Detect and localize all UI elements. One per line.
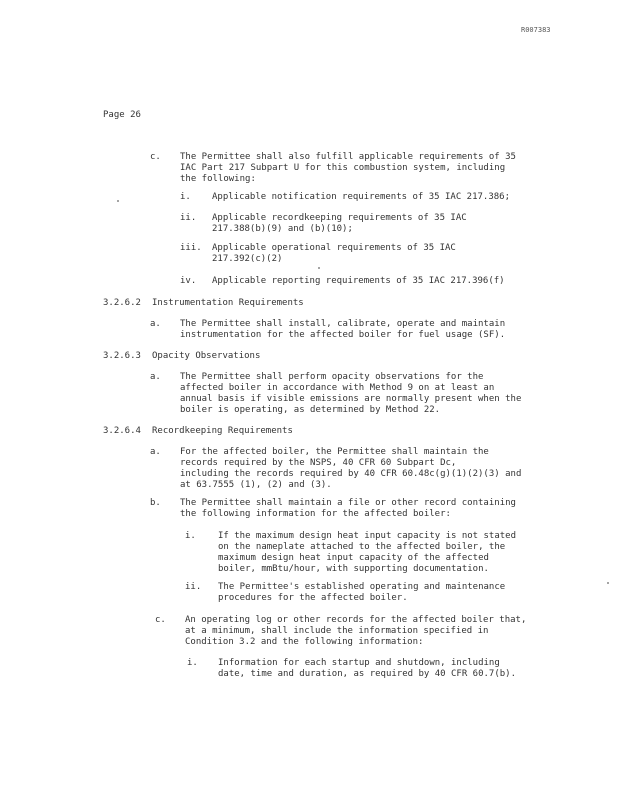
- section-3264-b-letter: b.: [150, 498, 161, 508]
- section-3264-b-ii-line2: procedures for the affected boiler.: [218, 593, 408, 603]
- item-c-iv-line1: Applicable reporting requirements of 35 IAC 217.396(f): [212, 276, 505, 286]
- item-c-line3: the following:: [180, 174, 256, 184]
- section-3264-c-i-line1: Information for each startup and shutdown, including: [218, 658, 500, 668]
- section-3262-number: 3.2.6.2: [103, 298, 141, 308]
- section-3262-a-line1: The Permittee shall install, calibrate, operate and maintain: [180, 319, 506, 329]
- section-3264-b-i-num: i.: [185, 531, 196, 541]
- item-c-iii-num: iii.: [180, 243, 202, 253]
- section-3264-a-line1: For the affected boiler, the Permittee shall maintain the: [180, 447, 489, 457]
- item-c-ii-num: ii.: [180, 213, 197, 223]
- section-3264-a-line2: records required by the NSPS, 40 CFR 60 Subpart Dc,: [180, 458, 457, 468]
- page-label: Page 26: [103, 110, 141, 120]
- item-c-line2: IAC Part 217 Subpart U for this combustion system, including: [180, 163, 506, 173]
- item-c-i-num: i.: [180, 192, 191, 202]
- section-3264-a-letter: a.: [150, 447, 161, 457]
- section-3263-number: 3.2.6.3: [103, 351, 141, 361]
- section-3263-a-line1: The Permittee shall perform opacity observations for the: [180, 372, 484, 382]
- section-3262-a-line2: instrumentation for the affected boiler for fuel usage (SF).: [180, 330, 506, 340]
- section-3264-b-i-line4: boiler, mmBtu/hour, with supporting documentation.: [218, 564, 489, 574]
- section-3264-b-ii-line1: The Permittee's established operating and maintenance: [218, 582, 506, 592]
- section-3263-a-line3: annual basis if visible emissions are normally present when the: [180, 394, 522, 404]
- scan-speck: [607, 582, 609, 584]
- section-3264-a-line4: at 63.7555 (1), (2) and (3).: [180, 480, 332, 490]
- section-3264-c-line2: at a minimum, shall include the information specified in: [185, 626, 489, 636]
- section-3264-b-line1: The Permittee shall maintain a file or other record containing: [180, 498, 516, 508]
- item-c-ii-line1: Applicable recordkeeping requirements of 35 IAC: [212, 213, 467, 223]
- item-c-letter: c.: [150, 152, 161, 162]
- section-3263-a-line2: affected boiler in accordance with Method 9 on at least an: [180, 383, 495, 393]
- item-c-iii-line2: 217.392(c)(2): [212, 254, 283, 264]
- section-3264-number: 3.2.6.4: [103, 426, 141, 436]
- item-c-i-line1: Applicable notification requirements of 35 IAC 217.386;: [212, 192, 511, 202]
- section-3262-a-letter: a.: [150, 319, 161, 329]
- item-c-line1: The Permittee shall also fulfill applicable requirements of 35: [180, 152, 516, 162]
- scan-speck: [117, 200, 119, 202]
- section-3264-b-i-line1: If the maximum design heat input capacity is not stated: [218, 531, 517, 541]
- item-c-iii-line1: Applicable operational requirements of 35 IAC: [212, 243, 456, 253]
- item-c-ii-line2: 217.388(b)(9) and (b)(10);: [212, 224, 353, 234]
- section-3264-b-i-line2: on the nameplate attached to the affected boiler, the: [218, 542, 506, 552]
- section-3264-b-i-line3: maximum design heat input capacity of the affected: [218, 553, 489, 563]
- item-c-iv-num: iv.: [180, 276, 197, 286]
- section-3264-c-i-line2: date, time and duration, as required by 40 CFR 60.7(b).: [218, 669, 517, 679]
- section-3262-title: Instrumentation Requirements: [152, 298, 304, 308]
- section-3264-a-line3: including the records required by 40 CFR 60.48c(g)(1)(2)(3) and: [180, 469, 522, 479]
- section-3264-c-i-num: i.: [187, 658, 198, 668]
- section-3264-c-line3: Condition 3.2 and the following information:: [185, 637, 424, 647]
- section-3264-b-line2: the following information for the affected boiler:: [180, 509, 451, 519]
- section-3264-c-line1: An operating log or other records for the affected boiler that,: [185, 615, 527, 625]
- section-3264-c-letter: c.: [155, 615, 166, 625]
- scan-speck: [318, 267, 320, 269]
- section-3264-b-ii-num: ii.: [185, 582, 202, 592]
- bates-number: R007383: [521, 26, 551, 34]
- section-3264-title: Recordkeeping Requirements: [152, 426, 293, 436]
- section-3263-a-line4: boiler is operating, as determined by Method 22.: [180, 405, 441, 415]
- section-3263-a-letter: a.: [150, 372, 161, 382]
- section-3263-title: Opacity Observations: [152, 351, 261, 361]
